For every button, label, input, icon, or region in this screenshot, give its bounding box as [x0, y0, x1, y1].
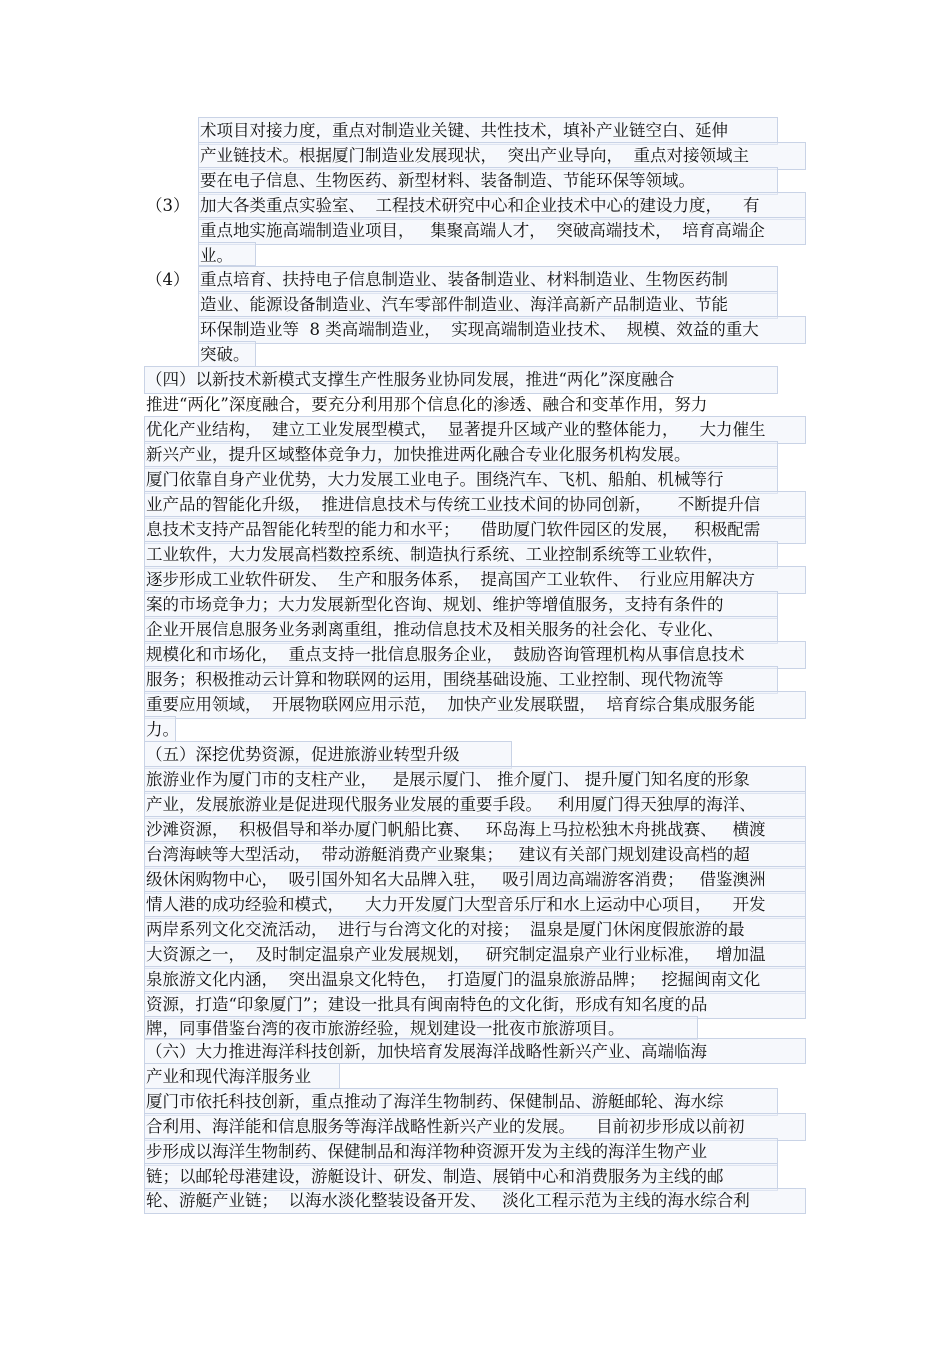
section-heading: （六）大力推进海洋科技创新，加快培育发展海洋战略性新兴产业、高端临海 [146, 1042, 707, 1061]
text-line: 旅游业作为厦门市的支柱产业， 是展示厦门、 推介厦门、 提升厦门知名度的形象 [146, 770, 750, 789]
text-line: 情人港的成功经验和模式， 大力开发厦门大型音乐厅和水上运动中心项目， 开发 [146, 895, 766, 914]
text-line: 轮、游艇产业链； 以海水淡化整装设备开发、 淡化工程示范为主线的海水综合利 [146, 1191, 750, 1210]
text-line: 台湾海峡等大型活动， 带动游艇消费产业聚集； 建议有关部门规划建设高档的超 [146, 845, 750, 864]
section-heading: 产业和现代海洋服务业 [146, 1067, 311, 1086]
text-line: 服务；积极推动云计算和物联网的运用，围绕基础设施、工业控制、现代物流等 [146, 670, 724, 689]
text-line: 厦门市依托科技创新，重点推动了海洋生物制药、保健制品、游艇邮轮、海水综 [146, 1092, 724, 1111]
text-line: 泉旅游文化内涵， 突出温泉文化特色， 打造厦门的温泉旅游品牌； 挖掘闽南文化 [146, 970, 761, 989]
text-line: 牌，同事借鉴台湾的夜市旅游经验，规划建设一批夜市旅游项目。 [146, 1019, 625, 1038]
text-line: 重要应用领域， 开展物联网应用示范， 加快产业发展联盟， 培育综合集成服务能 [146, 695, 755, 714]
text-line: 链；以邮轮母港建设，游艇设计、研发、制造、展销中心和消费服务为主线的邮 [146, 1167, 724, 1186]
text-line: 息技术支持产品智能化转型的能力和水平； 借助厦门软件园区的发展， 积极配需 [146, 520, 761, 539]
text-line: 重点培育、扶持电子信息制造业、装备制造业、材料制造业、生物医药制 [200, 270, 728, 289]
text-line: 力。 [146, 720, 179, 739]
text-line: 环保制造业等 8 类高端制造业， 实现高端制造业技术、 规模、效益的重大 [200, 320, 759, 339]
text-line: 逐步形成工业软件研发、 生产和服务体系， 提高国产工业软件、 行业应用解决方 [146, 570, 755, 589]
text-line: 级休闲购物中心， 吸引国外知名大品牌入驻， 吸引周边高端游客消费； 借鉴澳洲 [146, 870, 766, 889]
section-heading: （五）深挖优势资源，促进旅游业转型升级 [146, 745, 460, 764]
text-line: 业产品的智能化升级， 推进信息技术与传统工业技术间的协同创新， 不断提升信 [146, 495, 761, 514]
text-line: 新兴产业，提升区域整体竞争力，加快推进两化融合专业化服务机构发展。 [146, 445, 691, 464]
text-line: 大资源之一， 及时制定温泉产业发展规划， 研究制定温泉产业行业标准， 增加温 [146, 945, 766, 964]
text-line: 重点地实施高端制造业项目， 集聚高端人才， 突破高端技术， 培育高端企 [200, 221, 765, 240]
text-line: 优化产业结构， 建立工业发展型模式， 显著提升区域产业的整体能力， 大力催生 [146, 420, 766, 439]
text-line: 产业链技术。根据厦门制造业发展现状， 突出产业导向， 重点对接领域主 [200, 146, 749, 165]
text-line: 要在电子信息、生物医药、新型材料、装备制造、节能环保等领域。 [200, 171, 695, 190]
text-line: 沙滩资源， 积极倡导和举办厦门帆船比赛、 环岛海上马拉松独木舟挑战赛、 横渡 [146, 820, 766, 839]
list-number: （3） [146, 196, 190, 215]
section-heading: （四）以新技术新模式支撑生产性服务业协同发展，推进“两化”深度融合 [146, 370, 675, 389]
text-line: 资源，打造“印象厦门”；建设一批具有闽南特色的文化街，形成有知名度的品 [146, 995, 708, 1014]
text-line: 造业、能源设备制造业、汽车零部件制造业、海洋高新产品制造业、节能 [200, 295, 728, 314]
list-number: （4） [146, 270, 190, 289]
text-line: 厦门依靠自身产业优势，大力发展工业电子。围绕汽车、飞机、船舶、机械等行 [146, 470, 724, 489]
text-line: 步形成以海洋生物制药、保健制品和海洋物种资源开发为主线的海洋生物产业 [146, 1142, 707, 1161]
text-line: 术项目对接力度，重点对制造业关键、共性技术，填补产业链空白、延伸 [200, 121, 728, 140]
text-line: 推进“两化”深度融合，要充分利用那个信息化的渗透、融合和变革作用，努力 [146, 395, 708, 414]
text-line: 两岸系列文化交流活动， 进行与台湾文化的对接； 温泉是厦门休闲度假旅游的最 [146, 920, 745, 939]
text-line: 合利用、海洋能和信息服务等海洋战略性新兴产业的发展。 目前初步形成以前初 [146, 1117, 745, 1136]
text-line: 突破。 [200, 345, 250, 364]
text-line: 产业，发展旅游业是促进现代服务业发展的重要手段。 利用厦门得天独厚的海洋、 [146, 795, 756, 814]
text-line: 工业软件，大力发展高档数控系统、制造执行系统、工业控制系统等工业软件， [146, 545, 724, 564]
text-line: 案的市场竞争力；大力发展新型化咨询、规划、维护等增值服务，支持有条件的 [146, 595, 724, 614]
text-line: 企业开展信息服务业务剥离重组，推动信息技术及相关服务的社会化、专业化、 [146, 620, 724, 639]
text-line: 加大各类重点实验室、 工程技术研究中心和企业技术中心的建设力度， 有 [200, 196, 760, 215]
text-line: 业。 [200, 246, 233, 265]
text-line: 规模化和市场化， 重点支持一批信息服务企业， 鼓励咨询管理机构从事信息技术 [146, 645, 745, 664]
